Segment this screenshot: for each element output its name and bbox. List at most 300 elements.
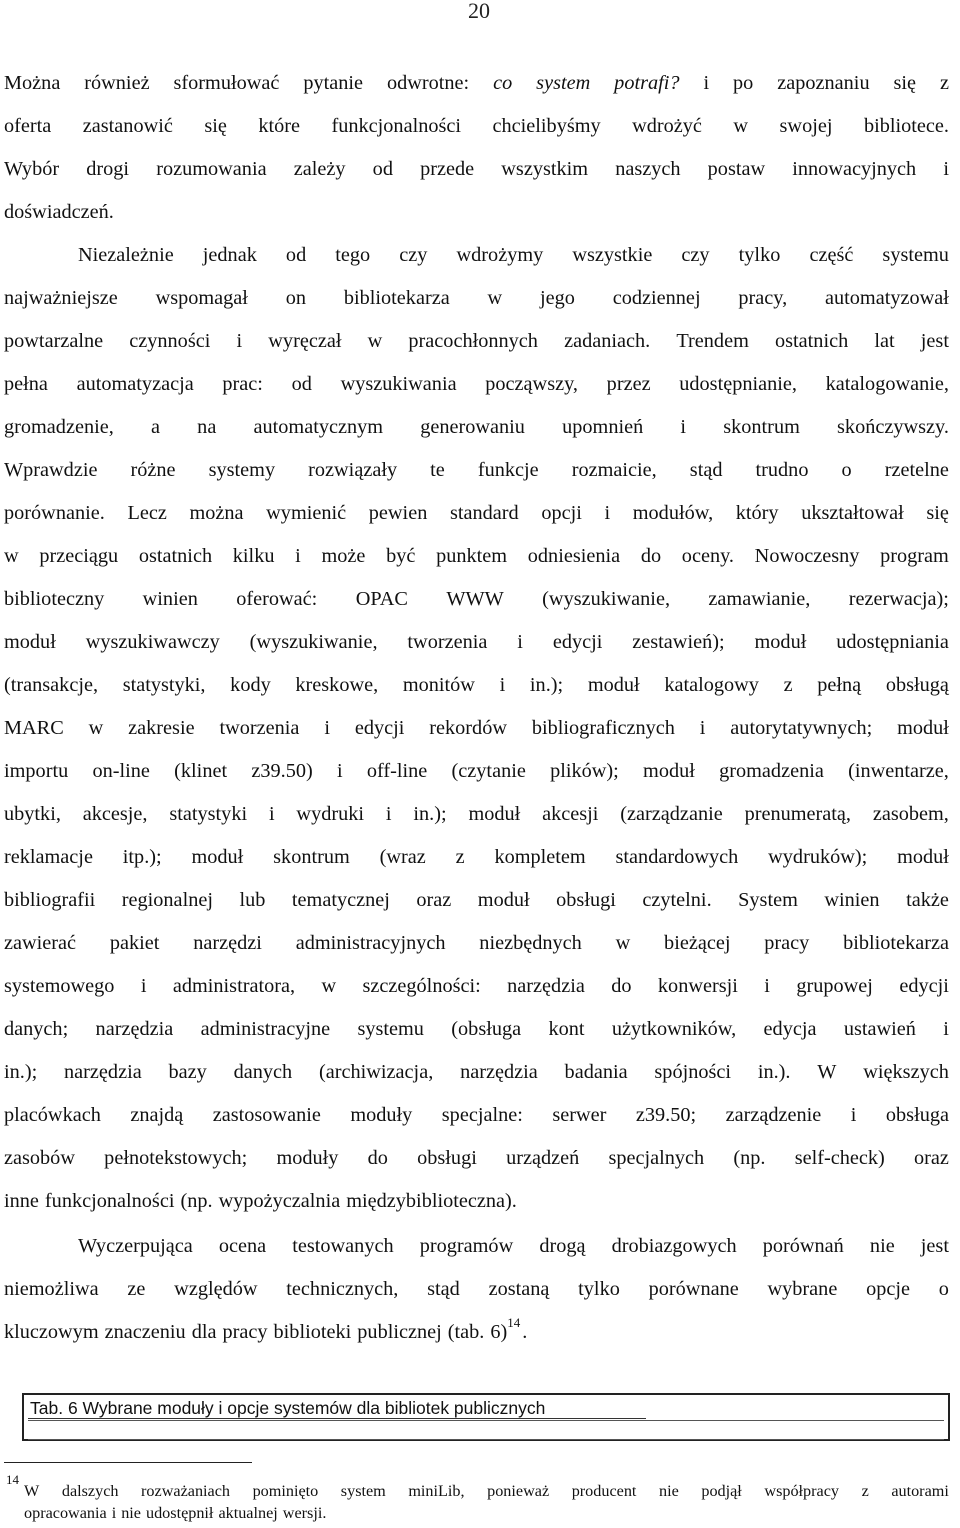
word: wymienić (266, 502, 347, 524)
word: kilku (232, 545, 275, 567)
word: konwersji (657, 975, 738, 997)
word: plików); (550, 760, 619, 782)
word: publicznej (357, 1321, 442, 1343)
word: standardowych (615, 846, 739, 868)
word: winien (824, 889, 880, 911)
text-line (4, 1060, 949, 1084)
word: w (321, 975, 337, 997)
word: stąd (427, 1278, 460, 1300)
footnote-mark: 14 (6, 1472, 19, 1487)
word: moduł (897, 846, 949, 868)
word: się (204, 115, 227, 137)
word: narzędzi (193, 932, 262, 954)
word: szczególności: (362, 975, 481, 997)
word: i (943, 1018, 949, 1040)
word: moduł (643, 760, 695, 782)
word: naszych (615, 158, 681, 180)
text-line (78, 243, 949, 267)
word: bibliotece. (863, 115, 949, 137)
text-line (4, 845, 949, 869)
word: i (268, 803, 275, 825)
word: do (611, 975, 632, 997)
word: zastosowanie (212, 1104, 321, 1126)
word: drogi (86, 158, 130, 180)
word: jest (920, 330, 949, 352)
word: moduł (897, 717, 949, 739)
word: punktem (436, 545, 508, 567)
word: innowacyjnych (792, 158, 917, 180)
word: wszystkim (501, 158, 589, 180)
word: W (817, 1061, 837, 1083)
word: obsługą (885, 674, 949, 696)
text-line (4, 1277, 949, 1301)
word: wspomagał (155, 287, 248, 309)
word: tego (335, 244, 371, 266)
word: wszystkie (572, 244, 653, 266)
text-line (4, 1017, 949, 1041)
word: moduły (350, 1104, 413, 1126)
word: pracy (764, 932, 810, 954)
table-row (28, 1420, 944, 1440)
word: drobiazgowych (611, 1235, 737, 1257)
word: kluczowym (4, 1321, 99, 1343)
word: zestawień); (632, 631, 725, 653)
word: moduł (754, 631, 807, 653)
word: narzędzia (507, 975, 585, 997)
word: o (841, 459, 852, 481)
word: użytkowników, (611, 1018, 737, 1040)
word: porównane (648, 1278, 739, 1300)
word: stąd (689, 459, 723, 481)
word: odniesienia (527, 545, 621, 567)
word: moduł (477, 889, 530, 911)
word: self-check) (794, 1147, 885, 1169)
word: w (487, 287, 503, 309)
word: (czytanie (451, 760, 526, 782)
word: część (809, 244, 854, 266)
word: (klinet (174, 760, 228, 782)
word: badania (564, 1061, 628, 1083)
word: administracyjne (200, 1018, 331, 1040)
word: i (499, 674, 506, 696)
word: katalogowanie, (825, 373, 949, 395)
word: on (285, 287, 307, 309)
word: i (385, 803, 392, 825)
word: technicznych, (286, 1278, 399, 1300)
word: wyszukiwania (340, 373, 457, 395)
text-line (4, 286, 949, 310)
word: (wyszukiwanie, (542, 588, 671, 610)
word: zakresie (128, 717, 195, 739)
word: narzędzia (460, 1061, 538, 1083)
word: 6)$^{14}$ (490, 1315, 521, 1343)
word: zarządzenie (725, 1104, 822, 1126)
word: rzetelne (884, 459, 949, 481)
word: i (295, 545, 301, 567)
word: o (938, 1278, 949, 1300)
word: wybrane (767, 1278, 838, 1300)
word: do (367, 1147, 388, 1169)
word: wdrożymy (456, 244, 544, 266)
word: tworzenia (407, 631, 488, 653)
text-line (4, 157, 949, 181)
text-line (4, 888, 949, 912)
word: statystyki (169, 803, 248, 825)
text-line (4, 673, 949, 697)
word: od (291, 373, 312, 395)
word: ze (127, 1278, 146, 1300)
word: udostępnianie, (679, 373, 797, 395)
word: monitów (402, 674, 475, 696)
word: autorytatywnych; (730, 717, 873, 739)
word: edycja (763, 1018, 817, 1040)
word: codziennej (612, 287, 701, 309)
text-line (4, 329, 949, 353)
word: gromadzenia (719, 760, 824, 782)
word: moduł (468, 803, 521, 825)
word: z39.50) (251, 760, 313, 782)
word: in.); (413, 803, 447, 825)
word: i (850, 1104, 857, 1126)
word: ostatnich (138, 545, 213, 567)
word: i (699, 717, 706, 739)
word: pakiet (109, 932, 160, 954)
word: (np. (733, 1147, 766, 1169)
word: itp.); (122, 846, 162, 868)
word: od (285, 244, 307, 266)
word: automatyzował (825, 287, 949, 309)
word: względów (174, 1278, 258, 1300)
word: ustawień (843, 1018, 916, 1040)
word: i (324, 717, 330, 739)
word: bibliotekarza (843, 932, 949, 954)
word: ostatnich (775, 330, 849, 352)
word: WWW (446, 588, 504, 610)
word: biblioteki (273, 1321, 352, 1343)
word: on-line (92, 760, 150, 782)
text-line (4, 931, 949, 955)
word: zasobów (4, 1147, 75, 1169)
word: te (430, 459, 445, 481)
word: kont (548, 1018, 585, 1040)
word: spójności (654, 1061, 732, 1083)
table-caption: Tab. 6 Wybrane moduły i opcje systemów dla bibliotek publicznych (28, 1398, 646, 1419)
word: obsługa (885, 1104, 949, 1126)
word: oraz (913, 1147, 949, 1169)
word: off-line (366, 760, 428, 782)
word: znaczeniu (104, 1321, 186, 1343)
text-line: Można również sformułować pytanie odwrotne: co system potrafi? i po zapoznaniu się z (4, 72, 949, 94)
word: nie (869, 1235, 895, 1257)
word: Trendem (676, 330, 749, 352)
word: urządzeń (506, 1147, 580, 1169)
word: placówkach (4, 1104, 101, 1126)
word: bieżącej (664, 932, 731, 954)
word: pracy (222, 1321, 268, 1343)
word: pracochłonnych (408, 330, 538, 352)
text-line (4, 1146, 949, 1170)
word: porównań (762, 1235, 844, 1257)
footnote-line: W dalszych rozważaniach pominięto system miniLib, ponieważ producent nie podjął współpracy z autorami (24, 1482, 949, 1500)
word: kreskowe, (295, 674, 379, 696)
word: można (189, 502, 244, 524)
word: znajdą (130, 1104, 184, 1126)
word: obsługi (417, 1147, 477, 1169)
word: specjalne: (441, 1104, 523, 1126)
word: OPAC (355, 588, 408, 610)
word: wdrożyć (632, 115, 702, 137)
word: niezbędnych (479, 932, 582, 954)
word: najważniejsze (4, 287, 118, 309)
word: standard (449, 502, 519, 524)
word: powtarzalne (4, 330, 104, 352)
word: czytelni. (642, 889, 712, 911)
word: (wyszukiwanie, (249, 631, 378, 653)
word: pewien (368, 502, 428, 524)
word: wyszukiwawczy (85, 631, 220, 653)
word: zależy (293, 158, 346, 180)
word: akcesji (542, 803, 599, 825)
word: systemy (208, 459, 276, 481)
word: katalogowy (664, 674, 759, 696)
word: lub (239, 889, 266, 911)
word: tylko (578, 1278, 620, 1300)
word: wydruki (296, 803, 365, 825)
word: wyręczał (268, 330, 342, 352)
word: moduł (4, 631, 56, 653)
word: oferta (4, 115, 52, 137)
word: MARC (4, 717, 64, 739)
word: Niezależnie (78, 244, 174, 266)
word: prenumeratą, (744, 803, 851, 825)
word: bibliograficznych (531, 717, 675, 739)
word: tworzenia (219, 717, 300, 739)
word: specjalnych (608, 1147, 705, 1169)
word: w (367, 330, 383, 352)
word: do (640, 545, 662, 567)
word: i (764, 975, 770, 997)
word: wypożyczalnia (218, 1190, 341, 1212)
word: bazy (168, 1061, 207, 1083)
word: funkcjonalności (331, 115, 462, 137)
word: i (943, 158, 949, 180)
footnote-divider (4, 1462, 252, 1463)
word: systemowego (4, 975, 115, 997)
word: funkcjonalności (44, 1190, 175, 1212)
word: czy (399, 244, 428, 266)
word: moduły (276, 1147, 339, 1169)
word: ukształtował (801, 502, 904, 524)
word: i (604, 502, 611, 524)
word: opcji (541, 502, 582, 524)
word: program (880, 545, 949, 567)
word: modułów, (632, 502, 714, 524)
word: pełną (817, 674, 862, 696)
word: dla (191, 1321, 217, 1343)
word: reklamacje (4, 846, 93, 868)
word: gromadzenie, (4, 416, 114, 438)
word: przez (606, 373, 651, 395)
word: i (336, 760, 343, 782)
word: edycji (354, 717, 405, 739)
text-line (4, 1103, 949, 1127)
word: udostępniania (836, 631, 949, 653)
word: chcielibyśmy (492, 115, 601, 137)
word: jednak (202, 244, 257, 266)
word: kompletem (494, 846, 586, 868)
word: pracy, (738, 287, 788, 309)
word: regionalnej (121, 889, 213, 911)
word: zasobem, (872, 803, 949, 825)
word: niemożliwa (4, 1278, 99, 1300)
word: w (88, 717, 104, 739)
word: i (680, 416, 687, 438)
word: obsługi (556, 889, 616, 911)
word: prac: (222, 373, 263, 395)
word: generowaniu (420, 416, 525, 438)
word: edycji (552, 631, 603, 653)
word: doświadczeń. (4, 201, 114, 223)
word: drogą (539, 1235, 586, 1257)
word: winien (142, 588, 198, 610)
word: funkcje (477, 459, 539, 481)
word: serwer (552, 1104, 607, 1126)
word: który (735, 502, 779, 524)
word: automatyzacja (76, 373, 194, 395)
word: większych (863, 1061, 949, 1083)
word: importu (4, 760, 69, 782)
word: i (140, 975, 147, 997)
word: ubytki, (4, 803, 61, 825)
word: międzybiblioteczna). (346, 1190, 517, 1212)
word: jego (540, 287, 575, 309)
word: Nowoczesny (754, 545, 860, 567)
text-line (78, 1234, 949, 1258)
word: tylko (738, 244, 781, 266)
word: wydruków); (768, 846, 868, 868)
word: w (733, 115, 749, 137)
word: in.). (757, 1061, 791, 1083)
word: zamawianie, (708, 588, 811, 610)
word: narzędzia (95, 1018, 174, 1040)
word: trudno (755, 459, 809, 481)
word: kody (230, 674, 271, 696)
text-line (4, 630, 949, 654)
word: zadaniach. (564, 330, 651, 352)
word: rozumowania (156, 158, 267, 180)
word: rezerwacja); (848, 588, 949, 610)
word: (obsługa (451, 1018, 522, 1040)
word: moduł (587, 674, 640, 696)
text-line (4, 759, 949, 783)
word: zostaną (488, 1278, 550, 1300)
word: administratora, (172, 975, 296, 997)
word: być (386, 545, 416, 567)
word: także (906, 889, 949, 911)
word: się (926, 502, 949, 524)
word: automatycznym (253, 416, 384, 438)
word: testowanych (292, 1235, 394, 1257)
word: (transakcje, (4, 674, 99, 696)
word: opcje (866, 1278, 911, 1300)
word: narzędzia (64, 1061, 142, 1083)
word: pełnotekstowych; (104, 1147, 248, 1169)
text-line: kluczowym znaczeniu dla pracy biblioteki publicznej (tab. 6)$^{14}$ . (4, 1315, 528, 1343)
word: na (197, 416, 217, 438)
word: swojej (779, 115, 833, 137)
word: które (258, 115, 301, 137)
text-line (4, 587, 949, 611)
word: (inwentarze, (848, 760, 949, 782)
word: upomnień (562, 416, 644, 438)
word: akcesje, (82, 803, 148, 825)
word: rekordów (429, 717, 507, 739)
word: danych (233, 1061, 293, 1083)
word: inne (4, 1190, 39, 1212)
word: może (321, 545, 366, 567)
word: a (150, 416, 160, 438)
text-line (4, 200, 949, 224)
word: pełna (4, 373, 48, 395)
text-line (4, 415, 949, 439)
word: czy (681, 244, 710, 266)
text-line (4, 716, 949, 740)
text-line (4, 501, 949, 525)
word: grupowej (796, 975, 873, 997)
word: bibliotekarza (343, 287, 450, 309)
word: in.); (529, 674, 564, 696)
word: Lecz (127, 502, 167, 524)
word: rozwiązały (308, 459, 398, 481)
word: Wprawdzie (4, 459, 98, 481)
word: rozmaicie, (571, 459, 657, 481)
word: (tab. (447, 1321, 485, 1343)
word: skontrum (273, 846, 350, 868)
word: jest (920, 1235, 949, 1257)
text-line (4, 372, 949, 396)
word: skontrum (723, 416, 800, 438)
word: przeciągu (39, 545, 119, 567)
text-line (4, 1189, 949, 1213)
word: bibliografii (4, 889, 96, 911)
word: porównanie. (4, 502, 105, 524)
word: lat (874, 330, 895, 352)
word: skończywszy. (837, 416, 949, 438)
word: systemu (882, 244, 949, 266)
word: in.); (4, 1061, 38, 1083)
word: w (615, 932, 631, 954)
word: od (372, 158, 393, 180)
word: danych; (4, 1018, 69, 1040)
word: programów (419, 1235, 514, 1257)
word: i (236, 330, 243, 352)
word: postaw (707, 158, 766, 180)
word: ocena (218, 1235, 267, 1257)
word: zawierać (4, 932, 77, 954)
text-line (4, 802, 949, 826)
word: czynności (129, 330, 211, 352)
word: z (783, 674, 793, 696)
word: oceny. (681, 545, 734, 567)
text-line (4, 114, 949, 138)
word: (wraz (379, 846, 426, 868)
word: zastanowić (82, 115, 173, 137)
word: System (738, 889, 798, 911)
word: Wyczerpująca (78, 1235, 193, 1257)
word: statystyki, (122, 674, 206, 696)
text-line (4, 544, 949, 568)
text-line (4, 458, 949, 482)
